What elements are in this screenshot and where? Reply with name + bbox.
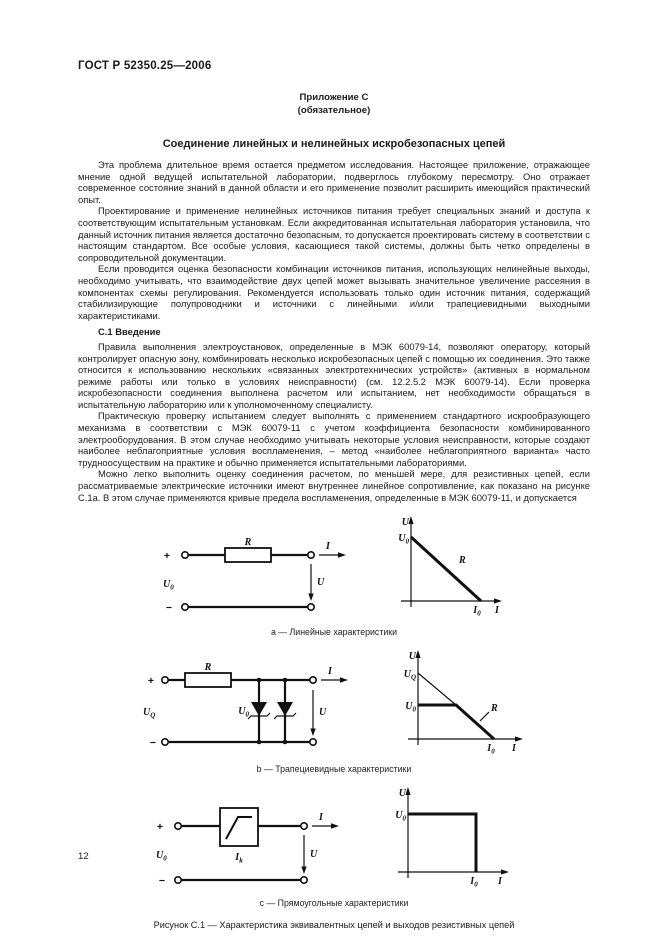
appendix-block [78, 91, 590, 117]
i0-intercept-label: $I_0$ [473, 605, 481, 618]
slope-leader-line [480, 712, 489, 721]
resistor-symbol [225, 548, 271, 562]
page-number: 12 [78, 851, 89, 862]
paragraph: Эта проблема длительное время остается предметом исследования. Настоящее приложение, отражающее мнение одной ведущей испытательной лаборатории, подверглось глубокому пересмотру. Оно отражает современное состояние знаний в данной области и его применение позволит расширить имеющийся практический опыт. [78, 159, 590, 205]
appendix-label: Приложение С [299, 92, 369, 103]
x-axis-arrow [494, 599, 502, 604]
current-label: I [328, 666, 332, 678]
zener-diode-symbol [251, 702, 267, 716]
y-axis-label: U [408, 651, 416, 663]
minus-terminal-label: − [165, 602, 173, 615]
u0-level-label: $U_0$ [398, 533, 409, 546]
source-voltage-label: $U_0$ [163, 579, 174, 592]
graph-c-rectangular-characteristic [380, 784, 515, 896]
voltage-arrow [310, 729, 315, 737]
linear-characteristic-line [411, 537, 481, 601]
minus-terminal-label: − [158, 875, 165, 888]
diode-voltage-label: $U_0$ [238, 706, 249, 719]
u0-level-label: $U_0$ [394, 810, 406, 823]
appendix-status: (обязательное) [297, 105, 371, 116]
figure-main-caption: Рисунок С.1 — Характеристика эквивалентных цепей и выходов резистивных цепей [153, 920, 515, 931]
i0-intercept-label: $I_0$ [469, 876, 478, 889]
plus-terminal-label: + [147, 675, 155, 688]
y-axis-arrow [415, 650, 420, 658]
source-voltage-label: $U_Q$ [143, 707, 156, 720]
appendix-title: Соединение линейных и нелинейных искробезопасных цепей [162, 138, 506, 150]
paragraph: Правила выполнения электроустановок, определенные в МЭК 60079-14, позволяют оператору, который контролирует опасную зону, комбинировать несколько искробезопасных цепей с помощью их соединения. Это также относится к использованию нескольких «связанных электротехнических устройств» (активных в нормальном режиме работы или только в условиях неисправности) (см. 12.2.5.2 МЭК 60079-14). Если проверка искробезопасности соединения выполнена расчетом или испытанием, нет необходимости обращаться в испытательную лабораторию или к уполномоченному специалисту. [78, 340, 590, 410]
rectangular-characteristic-line [408, 814, 476, 872]
y-axis-arrow [408, 516, 413, 524]
current-arrow [331, 823, 339, 829]
source-voltage-label: $U_0$ [155, 850, 167, 863]
y-axis-label: U [401, 517, 409, 529]
voltage-label: U [317, 577, 325, 589]
resistor-label: R [204, 662, 212, 674]
zener-diode-symbol [277, 702, 293, 716]
paragraph: Проектирование и применение нелинейных источников питания требует специальных знаний и доступа к соответствующим испытательным установкам. Если аккредитованная испытательная лаборатория установила, что данный источник питания является достаточно безопасным, то допускается проектировать систему в соответствии с настоящим стандартом. Все особые условия, касающиеся такой системы, должны быть четко определены в сопроводительной документации. [78, 205, 590, 263]
resistor-symbol [185, 673, 231, 687]
y-axis-label: U [398, 788, 406, 800]
slope-label: R [491, 703, 498, 715]
voltage-label: U [319, 707, 327, 719]
standard-number: ГОСТ Р 52350.25—2006 [78, 60, 212, 72]
current-label: I [326, 541, 330, 553]
section-heading: С.1 Введение [98, 326, 161, 338]
i0-intercept-label: $I_0$ [487, 743, 495, 756]
voltage-label: U [309, 849, 317, 861]
slope-label: R [459, 555, 466, 567]
figure-c-row [78, 784, 590, 896]
paragraph: Практическую проверку испытанием следует выполнять с применением стандартного искрообразующего механизма в соответствии с МЭК 60079-11 с учетом коэффициента безопасности комбинированного электрооборудования. В этом случае необходимо учитывать некоторые условия неисправности, которые создают наиболее неблагоприятные условия воспламенения, – метод «наиболее неблагоприятного варианта» часто трудноосуществим на практике и обычно применяется испытательными лабораториями. [78, 410, 590, 468]
graph-b-trapezoidal-characteristic [392, 647, 527, 762]
circuit-c-current-limited-source [154, 804, 344, 896]
current-label: I [318, 812, 323, 824]
x-axis-label: I [497, 876, 502, 888]
figure-b-row [78, 647, 590, 762]
body-text [78, 159, 590, 503]
resistor-label: R [244, 537, 252, 549]
paragraph: Если проводится оценка безопасности комбинации источников питания, использующих нелинейные выходы, необходимо учитывать, что взаимодействие двух цепей может вызывать значительное увеличение рассеяния в компонентах схемы регулирования. Рекомендуется использовать только один источник питания, содержащий стабилизирующие полупроводники и источники с линейными и/или трапециевидными выходными характеристиками. [78, 263, 590, 321]
trapezoidal-characteristic-line [418, 705, 494, 739]
figure-c-caption: с — Прямоугольные характеристики [259, 898, 409, 909]
current-arrow [338, 552, 346, 558]
uq-level-label: $U_Q$ [403, 669, 416, 682]
figure-a-caption: а — Линейные характеристики [270, 627, 398, 638]
figure-a-row [78, 513, 590, 625]
graph-a-linear-characteristic [387, 513, 507, 625]
paragraph: Можно легко выполнить оценку соединения расчетом, по меньшей мере, для резистивных цепей, если рассматриваемые электрические источники имеют внутреннее линейное сопротивление, как показано на рисунке С.1а. В этом случае применяются кривые предела воспламенения, определенные в МЭК 60079-11, и допускается [78, 468, 590, 503]
x-axis-label: I [512, 743, 516, 755]
x-axis-arrow [501, 870, 509, 875]
x-axis-arrow [515, 737, 523, 742]
figure-b-caption: b — Трапециевидные характеристики [256, 764, 412, 775]
y-axis-arrow [405, 787, 410, 795]
current-arrow [340, 677, 348, 683]
content-column [78, 0, 590, 930]
voltage-arrow [308, 594, 313, 602]
x-axis-label: I [495, 605, 499, 617]
minus-terminal-label: − [149, 737, 157, 750]
limiter-current-label: $I_k$ [234, 852, 243, 865]
circuit-a-linear-source [161, 537, 351, 625]
plus-terminal-label: + [163, 550, 171, 563]
current-limiter-box [220, 808, 258, 846]
unclamped-line [418, 673, 456, 705]
voltage-arrow [301, 867, 306, 875]
circuit-b-trapezoidal-source [141, 662, 356, 762]
u0-level-label: $U_0$ [405, 701, 416, 714]
plus-terminal-label: + [156, 821, 163, 834]
